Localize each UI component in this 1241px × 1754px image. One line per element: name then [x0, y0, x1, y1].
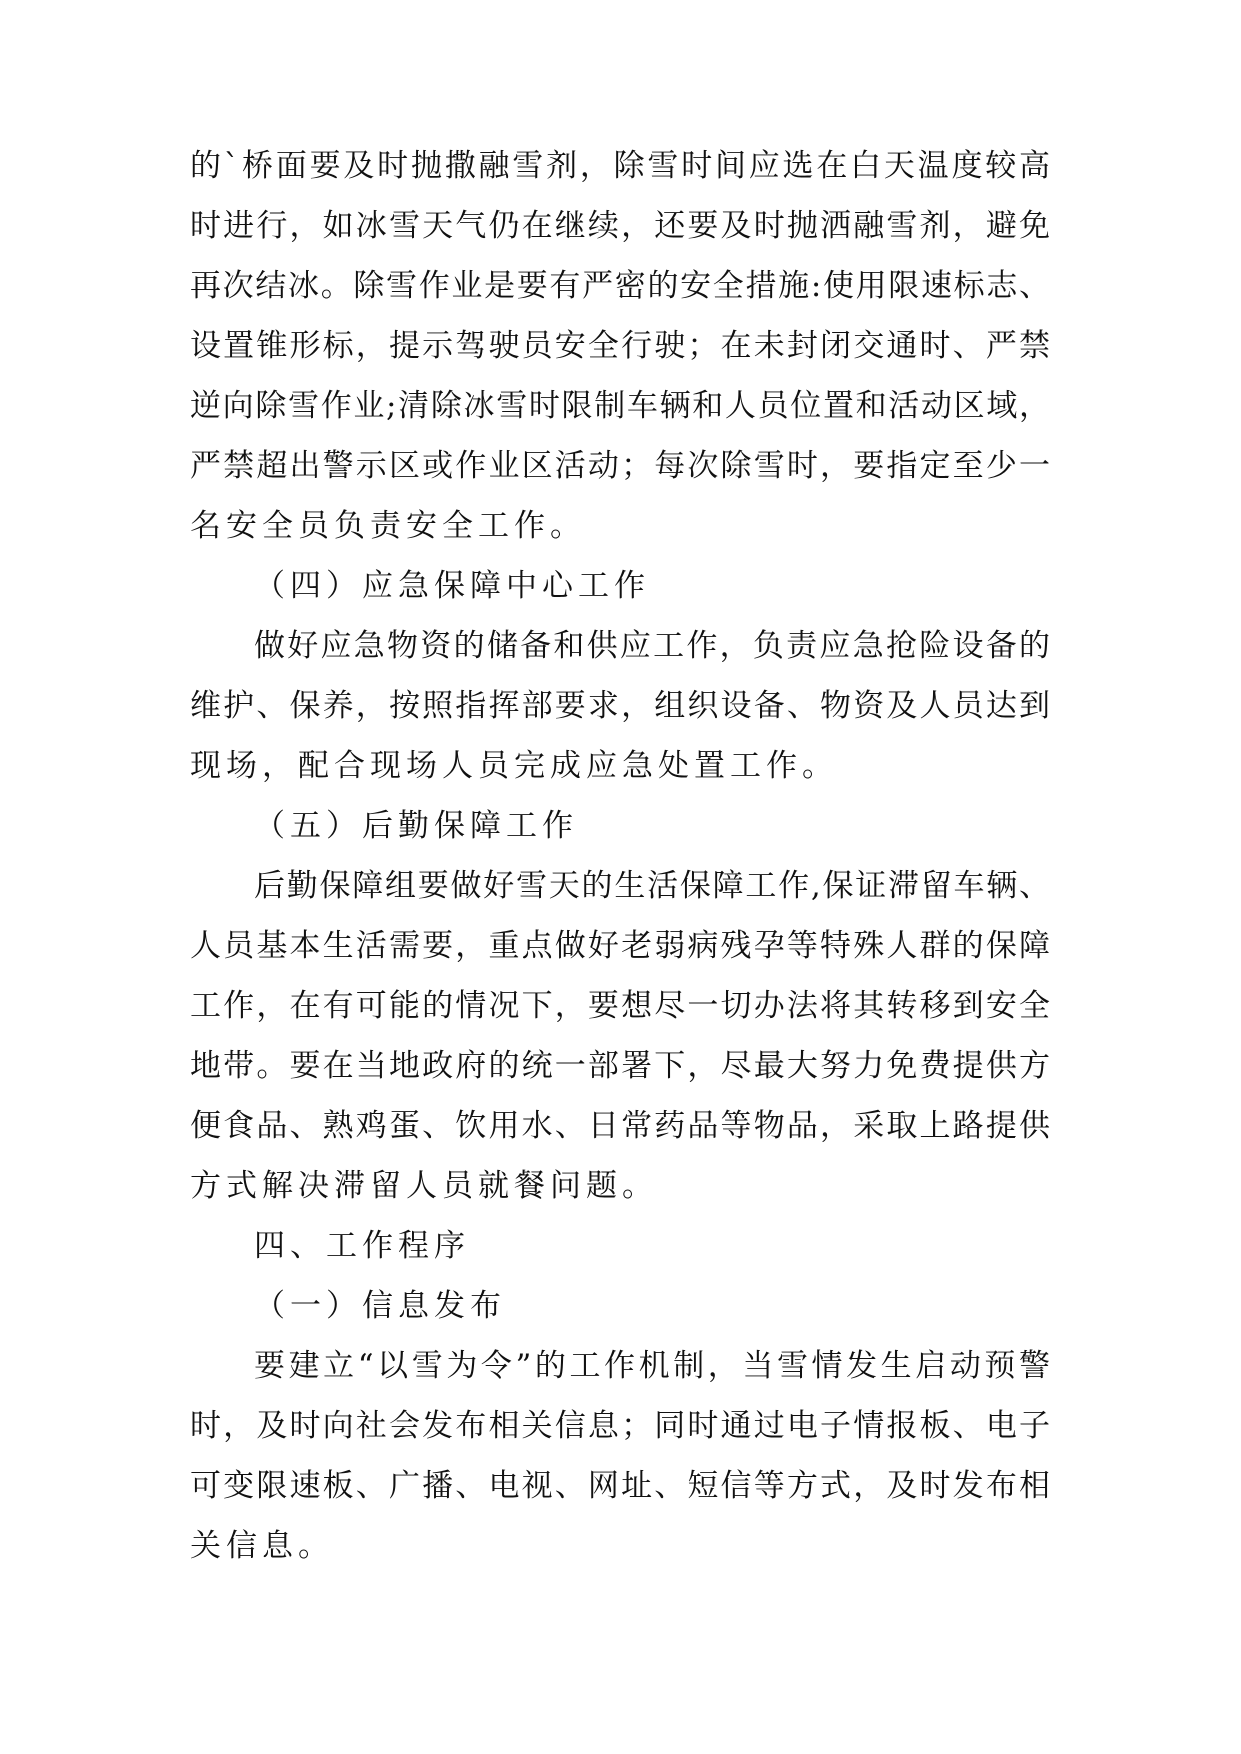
text-line: 名安全员负责安全工作。 [190, 508, 586, 544]
text-line: 方式解决滞留人员就餐问题。 [190, 1168, 658, 1204]
text-line: 可变限速板、广播、电视、网址、短信等方式，及时发布相 [190, 1468, 1050, 1504]
text-line: 设置锥形标，提示驾驶员安全行驶；在未封闭交通时、严禁 [190, 328, 1050, 364]
text-line: 维护、保养，按照指挥部要求，组织设备、物资及人员达到 [190, 688, 1050, 724]
paragraph-first-line: 做好应急物资的储备和供应工作，负责应急抢险设备的 [254, 628, 1050, 664]
paragraph-first-line: 要建立“以雪为令”的工作机制，当雪情发生启动预警 [254, 1348, 1050, 1384]
text-line: 严禁超出警示区或作业区活动；每次除雪时，要指定至少一 [190, 448, 1050, 484]
section-heading: （一）信息发布 [254, 1288, 506, 1324]
text-line: 现场，配合现场人员完成应急处置工作。 [190, 748, 838, 784]
paragraph-first-line: 后勤保障组要做好雪天的生活保障工作,保证滞留车辆、 [254, 868, 1050, 904]
chapter-heading: 四、工作程序 [254, 1228, 470, 1264]
text-line: 关信息。 [190, 1528, 334, 1564]
text-line: 便食品、熟鸡蛋、饮用水、日常药品等物品，采取上路提供 [190, 1108, 1050, 1144]
text-line: 再次结冰。除雪作业是要有严密的安全措施:使用限速标志、 [190, 268, 1050, 304]
text-line: 逆向除雪作业;清除冰雪时限制车辆和人员位置和活动区域， [190, 388, 1050, 424]
text-line: 工作，在有可能的情况下，要想尽一切办法将其转移到安全 [190, 988, 1050, 1024]
section-heading: （五）后勤保障工作 [254, 808, 578, 844]
text-line: 时，及时向社会发布相关信息；同时通过电子情报板、电子 [190, 1408, 1050, 1444]
text-line: 的`桥面要及时抛撒融雪剂，除雪时间应选在白天温度较高 [190, 148, 1050, 184]
text-line: 时进行，如冰雪天气仍在继续，还要及时抛洒融雪剂，避免 [190, 208, 1050, 244]
text-line: 地带。要在当地政府的统一部署下，尽最大努力免费提供方 [190, 1048, 1050, 1084]
section-heading: （四）应急保障中心工作 [254, 568, 650, 604]
text-line: 人员基本生活需要，重点做好老弱病残孕等特殊人群的保障 [190, 928, 1050, 964]
